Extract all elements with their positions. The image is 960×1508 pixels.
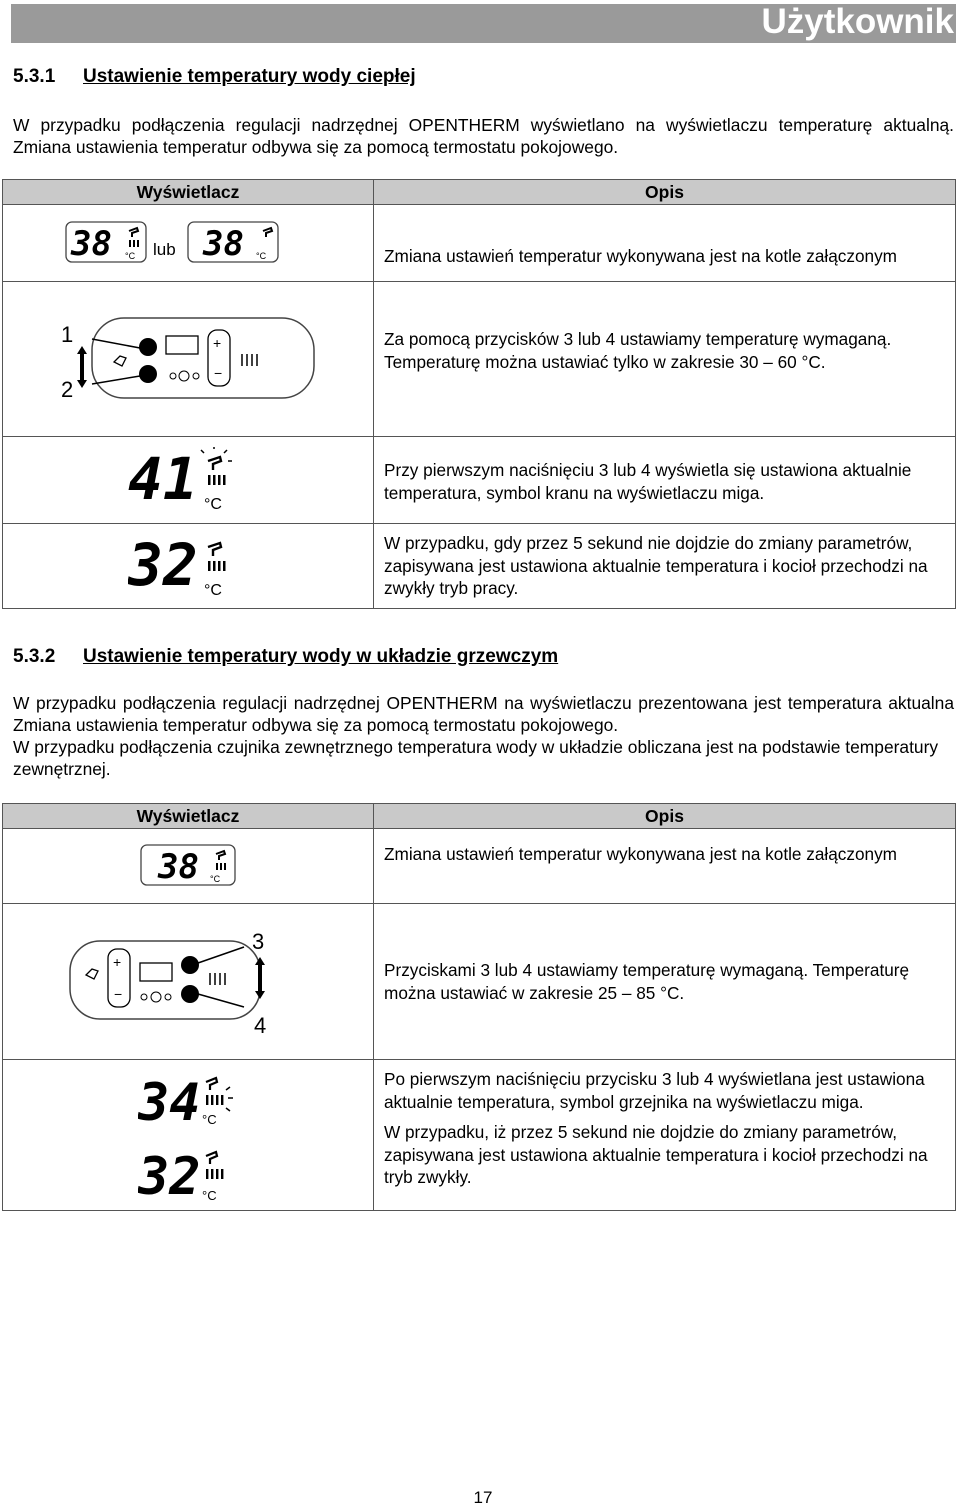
header-bar: [11, 4, 956, 43]
lcd-digits: 38: [71, 224, 112, 264]
unit-label: °C: [125, 251, 136, 261]
label-button-3: 3: [252, 928, 265, 954]
unit-label: °C: [204, 582, 222, 599]
page-number: 17: [473, 1488, 493, 1507]
arrow-icon: [198, 994, 244, 1007]
section-heading-5-3-2: [13, 646, 558, 668]
unit-label: °C: [210, 874, 221, 884]
button-4[interactable]: [181, 985, 199, 1003]
description-cell: Za pomocą przycisków 3 lub 4 ustawiamy temperaturę wymaganą. Temperaturę można ustawiać tylko w zakresie 30 – 60 °C.: [374, 282, 956, 437]
control-panel-diagram: [58, 314, 318, 404]
lcd-display-blinking: [128, 447, 248, 513]
power-icon: [151, 992, 161, 1002]
button-3[interactable]: [181, 956, 199, 974]
lcd-display-pair-heating: [138, 1068, 238, 1208]
lcd-display: [128, 533, 248, 599]
section-number: 5.3.1: [13, 66, 56, 87]
radiator-icon: [210, 973, 225, 985]
description-cell: [374, 1060, 956, 1211]
lcd-digits: 32: [138, 1147, 201, 1207]
tap-icon: [86, 969, 98, 979]
lcd-digits: 34: [138, 1073, 201, 1133]
unit-label: °C: [202, 1188, 217, 1203]
paragraph-text: W przypadku podłączenia czujnika zewnętrznego temperatura wody w układzie obliczana jest na podstawie temperatury zewnętrznej.: [13, 737, 939, 779]
section-number: 5.3.2: [13, 646, 56, 667]
display-cell: [3, 829, 374, 904]
display-cell: [3, 437, 374, 524]
control-panel-cell: [3, 904, 374, 1060]
description-cell: Przyciskami 3 lub 4 ustawiamy temperaturę wymaganą. Temperaturę można ustawiać w zakresie 25 – 85 °C.: [374, 904, 956, 1060]
section-heading-5-3-1: [13, 66, 416, 88]
blink-rays-icon: [226, 1087, 233, 1111]
radiator-icon-blinking: [206, 1095, 223, 1105]
control-panel-cell: [3, 282, 374, 437]
radiator-icon: [208, 475, 226, 485]
arrow-icon: [92, 376, 140, 384]
unit-label: °C: [256, 251, 267, 261]
column-header-display: Wyświetlacz: [3, 804, 374, 829]
unit-label: °C: [204, 496, 222, 513]
lcd-digits: 38: [158, 847, 199, 887]
info-icon: [165, 994, 171, 1000]
description-cell: Zmiana ustawień temperatur wykonywana jest na kotle załączonym: [374, 829, 956, 904]
arrow-icon: [92, 339, 140, 348]
panel-outline: [70, 941, 260, 1019]
tap-icon: [206, 1152, 217, 1164]
lcd-digits: 32: [128, 533, 198, 599]
lcd-display-pair: [63, 219, 313, 267]
tap-icon: [216, 851, 225, 860]
description-cell: Zmiana ustawień temperatur wykonywana jest na kotle załączonym: [374, 205, 956, 282]
column-header-display: Wyświetlacz: [3, 180, 374, 205]
lcd-window: [140, 963, 172, 981]
label-button-2: 2: [61, 377, 74, 402]
display-cell: [3, 1060, 374, 1211]
lcd-display: [138, 842, 238, 890]
tap-icon: [208, 543, 221, 556]
description-cell: Przy pierwszym naciśnięciu 3 lub 4 wyświetla się ustawiona aktualnie temperatura, symbol kranu na wyświetlaczu miga.: [374, 437, 956, 524]
info-icon: [193, 373, 199, 379]
description-cell: W przypadku, gdy przez 5 sekund nie dojdzie do zmiany parametrów, zapisywana jest ustawiona aktualnie temperatura i kocioł przechodzi na zwykły tryb pracy.: [374, 524, 956, 609]
section-paragraph: [13, 114, 954, 158]
radiator-icon: [216, 863, 226, 870]
radiator-icon: [206, 1169, 223, 1179]
reset-icon: [141, 994, 147, 1000]
column-header-description: Opis: [374, 804, 956, 829]
double-arrow-icon: [77, 346, 87, 388]
lcd-window: [166, 336, 198, 354]
unit-label: °C: [202, 1112, 217, 1127]
reset-icon: [170, 373, 176, 379]
double-arrow-icon: [255, 957, 265, 999]
arrow-icon: [198, 947, 244, 963]
section-title: Ustawienie temperatury wody ciepłej: [83, 66, 416, 87]
minus-icon: −: [114, 985, 123, 1002]
description-text: W przypadku, iż przez 5 sekund nie dojdzie do zmiany parametrów, zapisywana jest ustawiona aktualnie temperatura i kocioł przechodzi na tryb zwykły.: [384, 1122, 928, 1187]
power-icon: [179, 371, 189, 381]
settings-table-heating: [2, 803, 956, 1211]
display-cell: [3, 205, 374, 282]
description-text: Po pierwszym naciśnięciu przycisku 3 lub 4 wyświetlana jest ustawiona aktualnie temperatura, symbol grzejnika na wyświetlaczu miga.: [384, 1069, 925, 1112]
tap-icon: [114, 356, 126, 366]
lcd-digits: 41: [128, 447, 198, 513]
paragraph-text: W przypadku podłączenia regulacji nadrzędnej OPENTHERM na wyświetlaczu prezentowana jest temperatura aktualna Zmiana ustawienia temperatur odbywa się za pomocą termostatu pokojowego.: [13, 693, 954, 735]
label-button-1: 1: [61, 322, 74, 347]
column-header-description: Opis: [374, 180, 956, 205]
tap-icon: [263, 228, 272, 237]
display-cell: [3, 524, 374, 609]
tap-icon-blinking: [208, 457, 221, 470]
plus-icon: +: [113, 953, 122, 970]
radiator-icon: [129, 240, 139, 247]
paragraph-text: W przypadku podłączenia regulacji nadrzędnej OPENTHERM wyświetlano na wyświetlaczu temperaturę aktualną. Zmiana ustawienia temperatur odbywa się za pomocą termostatu pokojowego.: [13, 115, 954, 157]
label-button-4: 4: [254, 1012, 267, 1037]
tap-icon: [206, 1078, 217, 1090]
radiator-icon: [208, 561, 226, 571]
header-title: Użytkownik: [761, 2, 954, 41]
button-4[interactable]: [139, 365, 157, 383]
section-paragraph: [13, 692, 954, 780]
button-3[interactable]: [139, 338, 157, 356]
control-panel-diagram: [68, 927, 308, 1037]
settings-table-hot-water: [2, 179, 956, 609]
or-label: lub: [153, 240, 176, 259]
minus-icon: −: [214, 365, 223, 381]
plus-icon: +: [213, 335, 222, 351]
tap-icon: [129, 228, 138, 237]
radiator-icon: [242, 354, 257, 366]
lcd-digits: 38: [203, 224, 244, 264]
section-title: Ustawienie temperatury wody w układzie grzewczym: [83, 646, 559, 667]
